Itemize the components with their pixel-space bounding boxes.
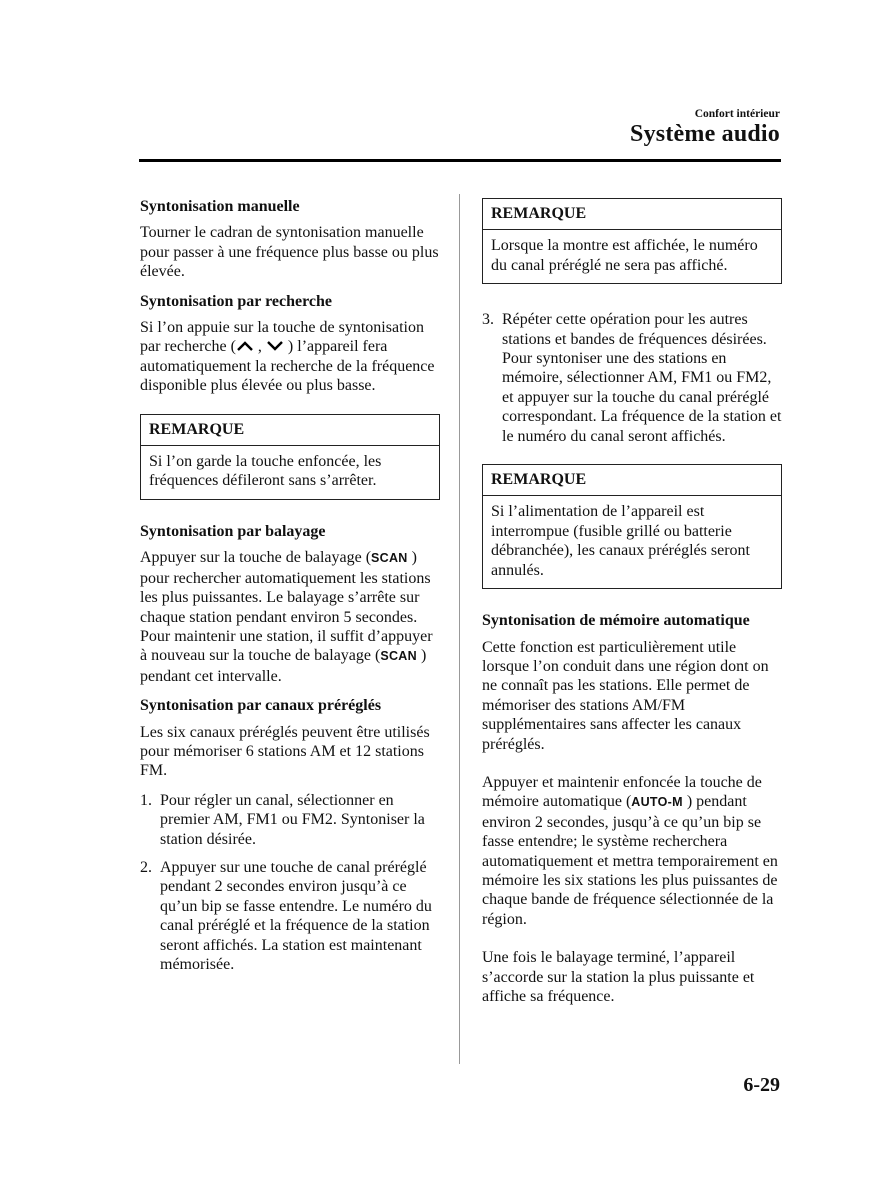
seek-tuning-text: Si l’on appuie sur la touche de syntonisation par recherche ( , ) l’appareil fera automatiquement la recherche de la fréquence disponible plus élevée ou plus basse. xyxy=(140,319,435,395)
heading-auto-memory: Syntonisation de mémoire automatique xyxy=(482,612,750,630)
seek-down-icon xyxy=(266,340,284,352)
note-label: REMARQUE xyxy=(141,415,439,446)
preset-steps-list-cont xyxy=(482,310,782,446)
seek-up-icon xyxy=(236,340,254,352)
auto-memory-text-2: Appuyer et maintenir enfoncée la touche de mémoire automatique (AUTO-M ) pendant environ 2 secondes, jusqu’à ce qu’un bip se fasse entendre; le système recherchera automatiquement et mettra temporairement en mémoire les six stations les plus puissantes de chaque bande de fréquence sélectionnée de la région. xyxy=(482,773,778,928)
note-text: Lorsque la montre est affichée, le numéro du canal préréglé ne sera pas affiché. xyxy=(491,237,758,274)
heading-seek-tuning: Syntonisation par recherche xyxy=(140,292,333,310)
manual-tuning-text: Tourner le cadran de syntonisation manuelle pour passer à une fréquence plus basse ou plus élevée. xyxy=(140,224,439,281)
scan-key-label: SCAN xyxy=(380,649,417,664)
note-box-hold-key xyxy=(140,414,440,500)
right-column xyxy=(482,198,782,1016)
auto-m-key-label: AUTO-M xyxy=(631,795,683,810)
note-text: Si l’alimentation de l’appareil est interrompue (fusible grillé ou batterie débranchée), les canaux préréglés seront annulés. xyxy=(491,503,750,579)
auto-memory-text-1: Cette fonction est particulièrement utile lorsque l’on conduit dans une région dont on ne connaît pas les stations. Elle permet de mémoriser des stations AM/FM supplémentaires sans affecter les canaux préréglés. xyxy=(482,638,769,753)
scan-tuning-text: Appuyer sur la touche de balayage (SCAN ) pour rechercher automatiquement les stations les plus puissantes. Le balayage s’arrête sur chaque station pendant environ 5 secondes. Pour maintenir une station, il suffit d’appuyer à nouveau sur la touche de balayage (SCAN ) pendant cet intervalle. xyxy=(140,549,433,685)
preset-tuning-text: Les six canaux préréglés peuvent être utilisés pour mémoriser 6 stations AM et 12 stations FM. xyxy=(140,723,430,780)
note-label: REMARQUE xyxy=(483,465,781,496)
column-divider xyxy=(459,194,460,1064)
note-label: REMARQUE xyxy=(483,199,781,230)
list-item: 2. Appuyer sur une touche de canal préréglé pendant 2 secondes environ jusqu’à ce qu’un bip se fasse entendre. Le numéro du canal préréglé et la fréquence de la station seront affichés. La station est maintenant mémorisée. xyxy=(140,858,432,973)
heading-preset-tuning: Syntonisation par canaux préréglés xyxy=(140,697,382,715)
auto-memory-text-3: Une fois le balayage terminé, l’appareil s’accorde sur la station la plus puissante et affiche sa fréquence. xyxy=(482,949,755,1005)
list-item: 3. Répéter cette opération pour les autres stations et bandes de fréquences désirées. Pour syntoniser une des stations en mémoire, sélectionner AM, FM1 ou FM2, et appuyer sur la touche du canal préréglé correspondant. La fréquence de la station et le numéro du canal seront affichés. xyxy=(482,311,782,445)
header-rule xyxy=(139,159,781,162)
scan-key-label: SCAN xyxy=(371,551,408,566)
heading-scan-tuning: Syntonisation par balayage xyxy=(140,522,326,540)
note-box-power xyxy=(482,464,782,589)
heading-manual-tuning: Syntonisation manuelle xyxy=(140,198,300,215)
page-number: 6-29 xyxy=(743,1074,780,1096)
header-section: Confort intérieur xyxy=(694,108,780,120)
left-column xyxy=(140,197,440,984)
note-text: Si l’on garde la touche enfoncée, les fréquences défileront sans s’arrêter. xyxy=(149,453,382,490)
page-title: Système audio xyxy=(630,121,780,147)
preset-steps-list xyxy=(140,791,440,975)
list-item: 1. Pour régler un canal, sélectionner en premier AM, FM1 ou FM2. Syntoniser la station désirée. xyxy=(140,791,425,848)
note-box-clock xyxy=(482,198,782,284)
